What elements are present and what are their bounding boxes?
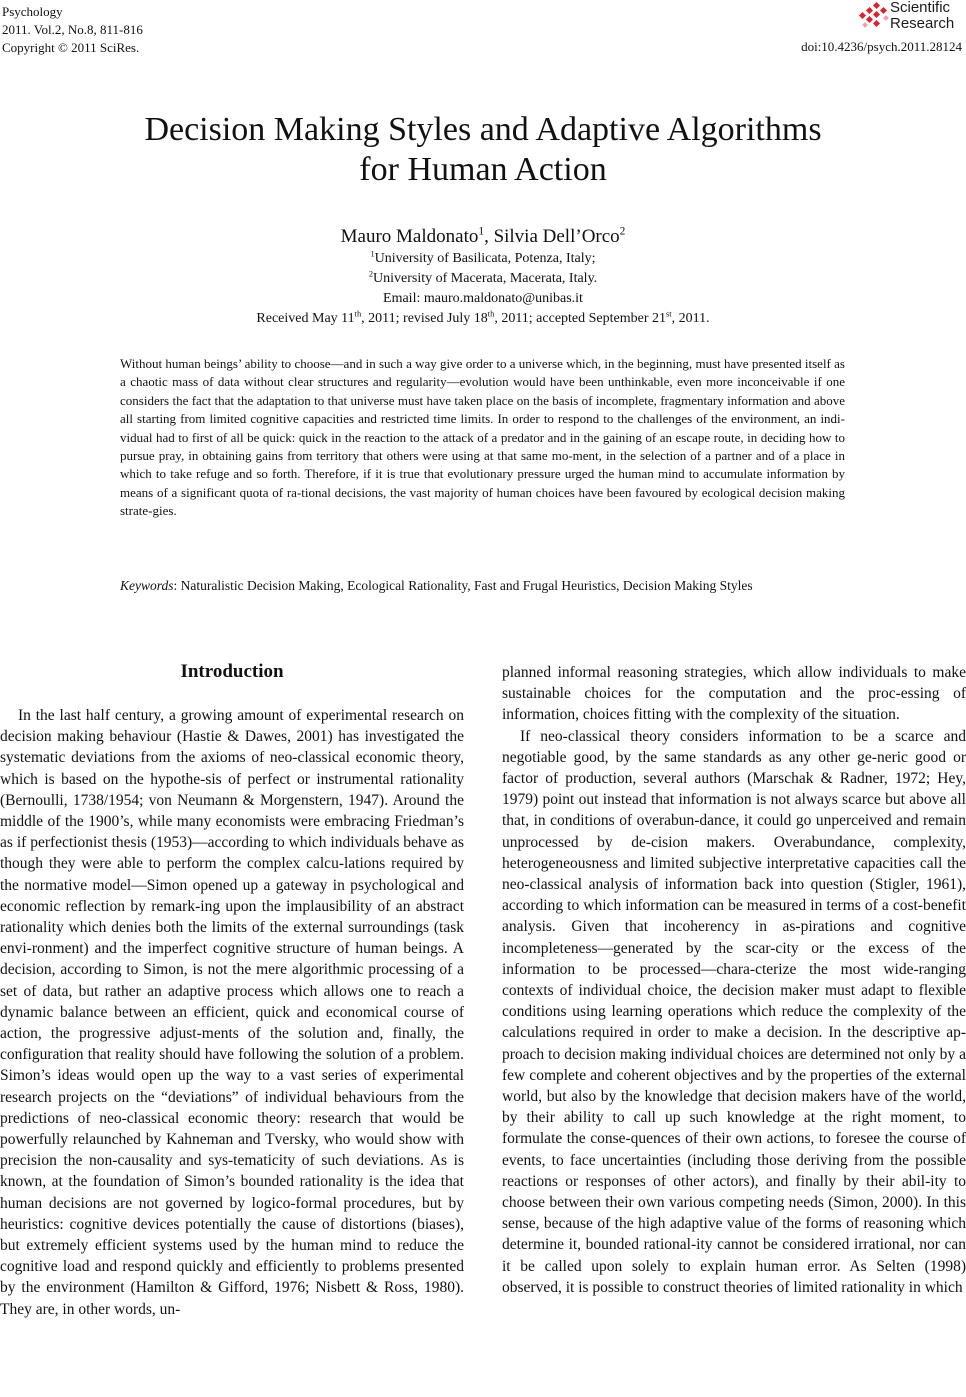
right-column bbox=[502, 662, 966, 1298]
journal-header bbox=[2, 3, 143, 57]
title-line-2: for Human Action bbox=[359, 151, 607, 188]
author-affil-sup: 1 bbox=[478, 225, 485, 238]
affiliation-text: University of Macerata, Macerata, Italy. bbox=[373, 271, 598, 286]
author-name: Mauro Maldonato bbox=[340, 226, 479, 247]
affiliation-text: University of Basilicata, Potenza, Italy; bbox=[374, 251, 596, 266]
copyright: Copyright © 2011 SciRes. bbox=[2, 40, 140, 55]
affiliation-2 bbox=[0, 269, 966, 289]
keywords-text: : Naturalistic Decision Making, Ecological Rationality, Fast and Frugal Heuristics, Decision Making Styles bbox=[173, 578, 753, 593]
publisher-logo bbox=[858, 0, 962, 36]
abstract: Without human beings’ ability to choose―and in such a way give order to a universe which, in the beginning, must have presented itself as a chaotic mass of data without clear structures and regularity―evolution would have been unthinkable, even more inconceivable if one considers the fact that the adaptation to that universe must have taken place on the basis of incomplete, fragmentary information and above all starting from limited cognitive capacities and restricted time limits. In order to respond to the challenges of the environment, an indi-vidual had to first of all be quick: quick in the reaction to the attack of a predator and in the gaining of an escape route, in deciding how to pursue pray, in obtaining gains from territory that others were using at that same mo-ment, in the selection of a partner and of a place in which to take refuge and so forth. Therefore, if it is true that evolutionary pressure urged the human mind to accumulate information by means of a significant quota of ra-tional decisions, the vast majority of human choices have been favoured by ecological decision making strate-gies. bbox=[120, 356, 845, 519]
left-column bbox=[0, 705, 464, 1320]
author-name: Silvia Dell’Orco bbox=[493, 226, 620, 247]
date-accepted: , 2011; accepted September 21 bbox=[494, 311, 667, 326]
date-sup: st bbox=[666, 309, 672, 319]
publisher-line-1: Scientific bbox=[890, 0, 951, 16]
section-title-introduction: Introduction bbox=[180, 661, 284, 682]
body-paragraph: If neo-classical theory considers information to be a scarce and negotiable good, by the same standards as any other ge-neric good or factor of production, several authors (Marschak & Radner, 1972; Hey, 1979) point out instead that information is not always scarce but above all that, in conditions of overabun-dance, it could go unperceived and remain unprocessed by de-cision makers. Overabundance, complexity, heterogeneousness and limited subjective interpretative capacities call the neo-classical analysis of information back into question (Stigler, 1961), according to which information can be measured in terms of a cost-benefit analysis. Given that incoherency in as-pirations and cognitive incompleteness―generated by the scar-city or the excess of the information to be processed―chara-cterize the most wide-ranging contexts of individual choice, the decision maker must adapt to flexible conditions using learning operations which reduce the complexity of the calculations required in order to make a decision. In the descriptive ap-proach to decision making individual choices are determined not only by a few complete and coherent objectives and by the properties of the external world, but also by the knowledge that decision makers have of the world, by their ability to call up such knowledge at the right moment, to formulate the conse-quences of their own actions, to foresee the course of events, to face uncertainties (including those deriving from the possible reactions or responses of other actors), and finally by their abil-ity to choose between their own various competing needs (Simon, 2000). In this sense, because of the high adaptive value of the forms of reasoning which determine it, bounded rational-ity cannot be considered irrational, nor can it be called upon solely to explain human error. As Selten (1998) observed, it is possible to construct theories of limited rationality in which bbox=[502, 727, 966, 1296]
journal-name: Psychology bbox=[2, 4, 63, 19]
publisher-line-2: Research bbox=[890, 15, 955, 32]
title-line-1: Decision Making Styles and Adaptive Algorithms bbox=[144, 111, 822, 148]
date-sup: th bbox=[354, 309, 362, 319]
submission-dates bbox=[0, 309, 966, 329]
date-received: Received May 11 bbox=[256, 311, 355, 326]
keywords-label: Keywords bbox=[120, 578, 174, 593]
body-paragraph: In the last half century, a growing amount of experimental research on decision making behaviour (Hastie & Dawes, 2001) has investigated the systematic deviations from the axioms of neo-classical economic theory, which is based on the hypothe-sis of perfect or instrumental rationality (Bernoulli, 1738/1954; von Neumann & Morgenstern, 1947). Around the middle of the 1900’s, while many economists were embracing Friedman’s as if perfectionist thesis (1953)―according to which individuals behave as though they were able to perform the complex calcu-lations required by the normative model―Simon opened up a gateway in psychological and economic reflection by remark-ing upon the implausibility of an abstract rationality which denies both the limits of the external surroundings (task envi-ronment) and the imperfect cognitive structure of human beings. A decision, according to Simon, is not the mere algorithmic processing of a set of data, but rather an adaptive process which allows one to reach a dynamic balance between an efficient, quick and economical course of action, the progressive adjust-ments of the solution and, finally, the configuration that reality should have following the solution of a problem. Simon’s ideas would open up the way to a vast series of experimental research projects on the “deviations” of individual behaviours from the predictions of neo-classical economic theory: research that would be powerfully relaunched by Kahneman and Tversky, who would show with precision the non-causality and sys-tematicity of such deviations. As is known, at the foundation of Simon’s bounded rationality is the idea that human decisions are not governed by logico-formal procedures, but by heuristics: cognitive devices potentially the cause of distortions (biases), but extremely efficient systems used by the human mind to reduce the cognitive load and respond quickly and efficiently to problems presented by the environment (Hamilton & Gifford, 1976; Nisbett & Ross, 1980). They are, in other words, un- bbox=[0, 707, 464, 1318]
keywords bbox=[120, 577, 845, 596]
author-affil-sup: 2 bbox=[619, 225, 626, 238]
body-paragraph: planned informal reasoning strategies, which allow individuals to make sustainable choices for the computation and the proc-essing of information, choices fitting with the complexity of the situation. bbox=[502, 664, 966, 724]
date-end: , 2011. bbox=[671, 311, 710, 326]
scientific-research-logo-icon bbox=[858, 2, 892, 32]
doi-link[interactable]: doi:10.4236/psych.2011.28124 bbox=[801, 39, 962, 54]
date-revised: , 2011; revised July 18 bbox=[361, 311, 488, 326]
date-sup: th bbox=[487, 309, 495, 319]
author-list bbox=[0, 224, 966, 250]
author-separator: , bbox=[484, 226, 494, 247]
affiliation-sup: 2 bbox=[368, 269, 374, 279]
journal-volume: 2011. Vol.2, No.8, 811-816 bbox=[2, 22, 143, 37]
publisher-wordmark bbox=[890, 0, 954, 32]
affiliation-1 bbox=[0, 249, 966, 269]
affiliation-sup: 1 bbox=[370, 249, 375, 259]
paper-title bbox=[0, 110, 966, 190]
author-email[interactable]: Email: mauro.maldonato@unibas.it bbox=[383, 291, 583, 306]
